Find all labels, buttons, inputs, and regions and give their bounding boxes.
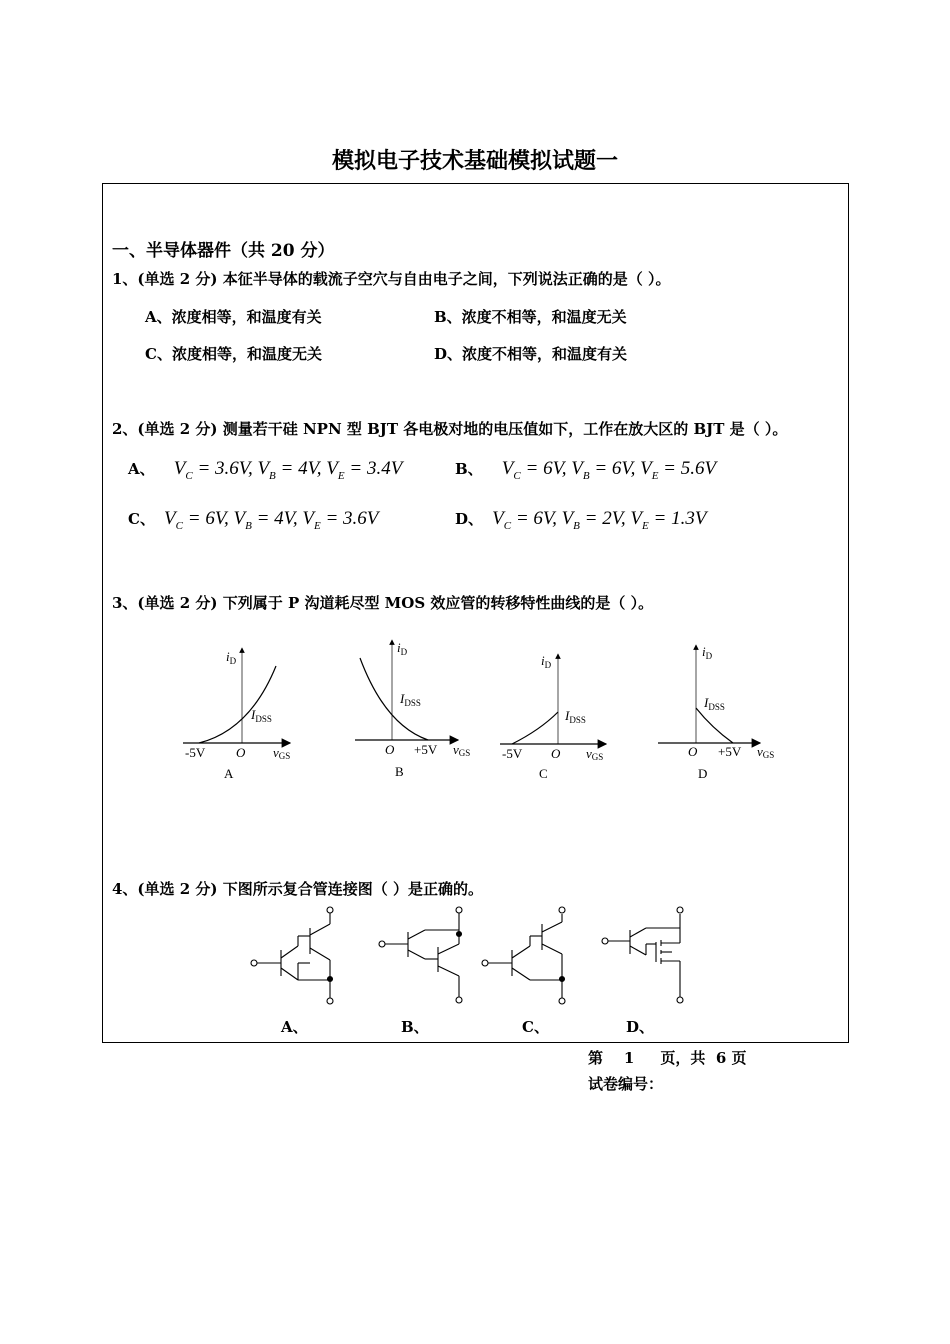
q4-label-c[interactable]: C、 [522, 1018, 549, 1036]
q2-b-vc: 6V [543, 458, 562, 479]
graph-b-origin: O [385, 742, 395, 757]
q2-option-b-label: B、 [455, 460, 483, 478]
circuit-c[interactable] [482, 907, 565, 1004]
graph-d-caption: D [698, 766, 708, 781]
svg-text:IDSS: $I_{DSS}$ [704, 695, 725, 712]
graph-c-yaxis: i [541, 653, 545, 668]
svg-text:IDSS: $I_{DSS}$ [251, 707, 272, 724]
q2-option-b[interactable]: B、 $V_C = 6V$, $V_B = 6V$, $V_E = 5.6V$ [455, 458, 717, 482]
graph-d-origin: O [688, 744, 698, 759]
svg-text:IDSS: $I_{DSS}$ [565, 708, 586, 725]
q2-b-vb: 6V [611, 458, 631, 479]
graph-a-idss: I [251, 707, 256, 722]
page-number: 第 1 页，共 6 页 [588, 1049, 747, 1067]
graph-a[interactable] [183, 648, 290, 781]
q2-option-a-label: A、 [128, 460, 155, 478]
graph-d-idss: I [704, 695, 709, 710]
page-title: 模拟电子技术基础模拟试题一 [331, 148, 618, 174]
graph-a-left-tick: -5V [185, 745, 206, 760]
q2-d-ve: 1.3V [671, 508, 707, 529]
paper-number: 试卷编号： [588, 1075, 664, 1093]
svg-text:vGS: vGS [586, 746, 604, 762]
q2-option-a[interactable]: A、 $V_C = 3.6V$, $V_B = 4V$, $V_E = 3.4V$ [128, 458, 403, 482]
q2-d-vb: 2V [602, 508, 621, 529]
q2-a-ve: 3.4V [366, 458, 403, 479]
graph-b[interactable] [355, 640, 470, 779]
graph-b-caption: B [395, 764, 404, 779]
graph-a-yaxis: i [226, 649, 230, 664]
graph-b-yaxis: i [397, 640, 401, 655]
question-3-stem: 3、(单选 2 分) 下列属于 P 沟道耗尽型 MOS 效应管的转移特性曲线的是（ ）。 [112, 594, 654, 612]
svg-text:iD: $i_D$ [702, 644, 713, 661]
graph-c[interactable] [500, 653, 606, 781]
q2-c-vc: 6V [205, 508, 224, 529]
q2-c-vb: 4V [274, 508, 293, 529]
circuit-b[interactable] [379, 907, 462, 1003]
svg-text:iD: $i_D$ [397, 640, 408, 657]
section-heading: 一、半导体器件（共 20 分） [112, 241, 335, 261]
question-1-stem: 1、(单选 2 分) 本征半导体的载流子空穴与自由电子之间，下列说法正确的是（ ）。 [112, 270, 671, 288]
graph-a-origin: O [236, 745, 246, 760]
q1-option-d[interactable]: D、浓度不相等，和温度有关 [434, 345, 628, 363]
graph-a-caption: A [224, 766, 234, 781]
q2-a-vc: 3.6V [215, 458, 248, 479]
q4-label-b[interactable]: B、 [401, 1018, 429, 1036]
svg-text:vGS: vGS [453, 742, 471, 758]
q2-option-c-label: C、 [128, 510, 155, 528]
graph-c-idss: I [565, 708, 570, 723]
graph-a-xaxis: v [273, 745, 279, 760]
graph-c-left-tick: -5V [502, 746, 523, 761]
graph-d-right-tick: +5V [718, 744, 742, 759]
graph-b-xaxis: v [453, 742, 459, 757]
q1-option-c[interactable]: C、浓度相等，和温度无关 [145, 345, 322, 363]
q1-option-b[interactable]: B、浓度不相等，和温度无关 [434, 308, 627, 326]
q2-option-d-label: D、 [455, 510, 484, 528]
transfer-curves-figure [0, 630, 950, 790]
question-4-stem: 4、(单选 2 分) 下图所示复合管连接图（ ）是正确的。 [112, 880, 483, 898]
graph-c-xaxis: v [586, 746, 592, 761]
q4-label-d[interactable]: D、 [626, 1018, 655, 1036]
q2-option-d[interactable]: D、 $V_C = 6V$, $V_B = 2V$, $V_E = 1.3V$ [455, 508, 707, 532]
graph-c-origin: O [551, 746, 561, 761]
graph-d-yaxis: i [702, 644, 706, 659]
graph-d[interactable] [658, 644, 774, 781]
graph-c-caption: C [539, 766, 548, 781]
q1-option-a[interactable]: A、浓度相等，和温度有关 [145, 308, 322, 326]
svg-text:IDSS: $I_{DSS}$ [400, 691, 421, 708]
graph-d-xaxis: v [757, 744, 763, 759]
graph-b-right-tick: +5V [414, 742, 438, 757]
question-2-stem: 2、(单选 2 分) 测量若干硅 NPN 型 BJT 各电极对地的电压值如下，工作在放大区的 BJT 是（ ）。 [112, 420, 788, 438]
svg-text:vGS: vGS [757, 744, 775, 760]
q2-a-vb: 4V [298, 458, 317, 479]
q2-c-ve: 3.6V [343, 508, 379, 529]
svg-text:vGS: vGS [273, 745, 291, 761]
q2-b-ve: 5.6V [680, 458, 717, 479]
svg-text:iD: $i_D$ [226, 649, 237, 666]
graph-b-idss: I [400, 691, 405, 706]
circuit-d[interactable] [602, 907, 683, 1003]
q2-option-c[interactable]: C、 $V_C = 6V$, $V_B = 4V$, $V_E = 3.6V$ [128, 508, 379, 532]
circuit-a[interactable] [251, 907, 333, 1004]
q4-label-a[interactable]: A、 [281, 1018, 308, 1036]
q2-d-vc: 6V [533, 508, 553, 529]
compound-transistor-figure [0, 900, 950, 1010]
svg-text:iD: $i_D$ [541, 653, 552, 670]
